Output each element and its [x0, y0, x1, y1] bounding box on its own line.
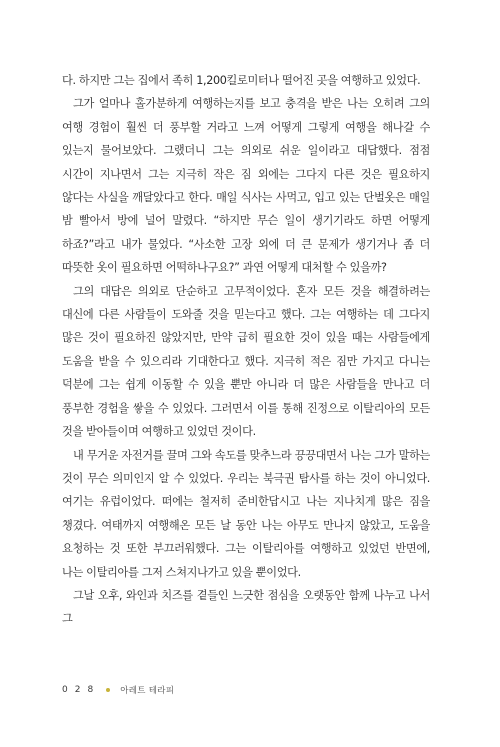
bullet-dot-icon — [106, 688, 110, 692]
running-title: 아레트 테라피 — [120, 686, 175, 696]
paragraph: 그날 오후, 와인과 치즈를 곁들인 느긋한 점심을 오랫동안 함께 나누고 나서 그 — [62, 588, 430, 626]
paragraph: 그의 대답은 의외로 단순하고 고무적이었다. 혼자 모든 것을 해결하려는 대신에 다른 사람들이 도와줄 것을 믿는다고 했다. 그는 여행하는 데 그다지 많은 것이 필요하진 않았지만, 만약 급히 필요한 것이 있을 때는 사람들에게 도움을 받을 수 있으리라 기대한다고 했다. 지극히 적은 짐만 가지고 다니는 덕분에 그는 쉽게 이동할 수 있을 뿐만 아니라 더 많은 사람들을 만나고 더 풍부한 경험을 쌓을 수 있었다. 그러면서 이를 통해 진정으로 이탈리아의 모든 것을 받아들이며 여행하고 있었던 것이다. — [62, 284, 430, 439]
paragraph: 내 무거운 자전거를 끌며 그와 속도를 맞추느라 끙끙대면서 나는 그가 말하는 것이 무슨 의미인지 알 수 있었다. 우리는 북극권 탐사를 하는 것이 아니었다. 여기는 유럽이었다. 떠에는 철저히 준비한답시고 나는 지나치게 많은 짐을 챙겼다. 여태까지 여행해온 모든 날 동안 나는 아무도 만나지 않았고, 도움을 요청하는 것 또한 부끄러워했다. 그는 이탈리아를 여행하고 있었던 반면에, 나는 이탈리아를 그저 스쳐지나가고 있을 뿐이었다. — [62, 448, 430, 579]
body-text — [62, 69, 430, 631]
page-footer — [62, 684, 174, 696]
page-number: 028 — [62, 685, 101, 695]
paragraph-continuation: 다. 하지만 그는 집에서 족히 1,200킬로미터나 떨어진 곳을 여행하고 있었다. — [62, 74, 421, 87]
paragraph: 그가 얼마나 홀가분하게 여행하는지를 보고 충격을 받은 나는 오히려 그의 여행 경험이 훨씬 더 풍부할 거라고 느껴 어떻게 그렇게 여행을 해나갈 수 있는지 물어보았다. 그랬더니 그는 의외로 쉬운 일이라고 대답했다. 점점 시간이 지나면서 그는 지극히 작은 짐 외에는 그다지 다른 것은 필요하지 않다는 사실을 깨달았다고 한다. 매일 식사는 사먹고, 입고 있는 단벌옷은 매일 밤 빨아서 방에 널어 말렸다. “하지만 무슨 일이 생기기라도 하면 어떻게 하죠?”라고 내가 물었다. “사소한 고장 외에 더 큰 문제가 생기거나 좀 더 따뜻한 옷이 필요하면 어떡하나구요?” 과연 어떻게 대처할 수 있을까? — [62, 97, 430, 275]
